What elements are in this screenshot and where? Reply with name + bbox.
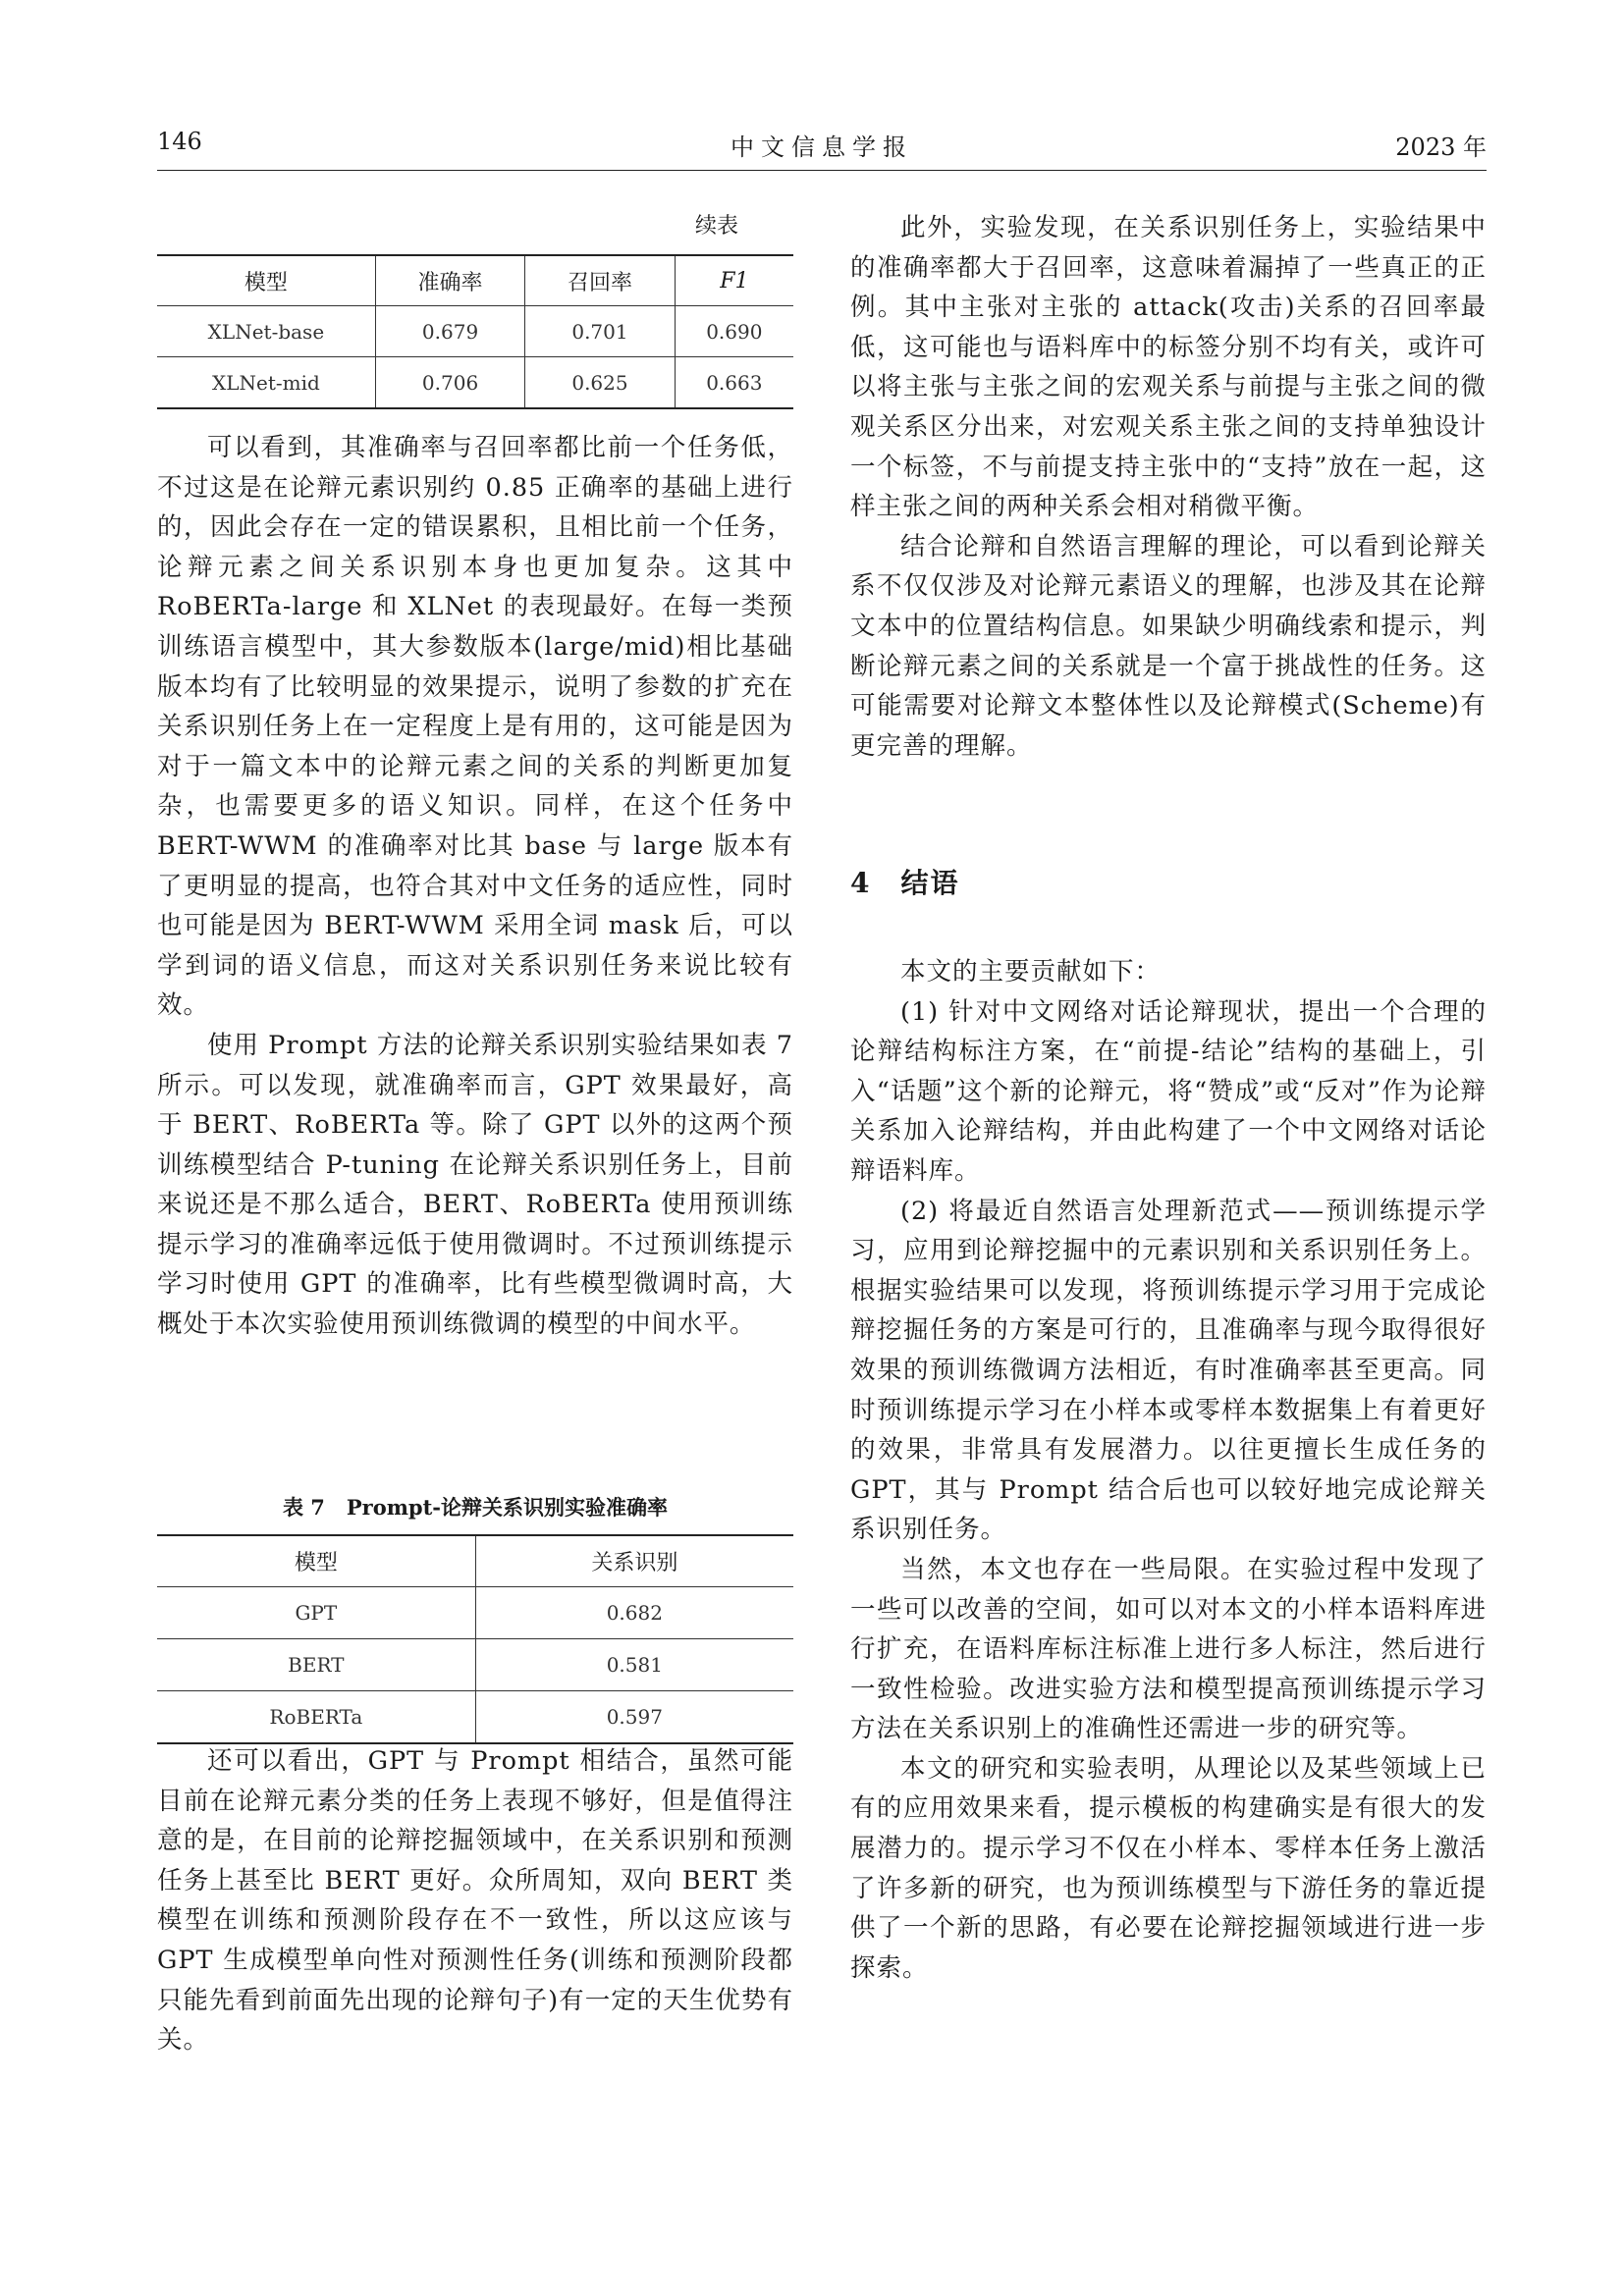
- continued-results-table: [157, 254, 793, 409]
- page-number: 146: [157, 128, 202, 155]
- table-cell: 0.690: [675, 306, 793, 357]
- table-cell: RoBERTa: [157, 1691, 475, 1744]
- prompt-relation-table: [157, 1534, 793, 1744]
- section-number: 4: [850, 867, 872, 899]
- table-number: 表 7: [282, 1495, 325, 1520]
- column-header: F1: [675, 255, 793, 306]
- column-header: 关系识别: [475, 1535, 793, 1587]
- table-cell: 0.701: [525, 306, 675, 357]
- table-header-row: [157, 1535, 793, 1587]
- body-paragraph: 当然，本文也存在一些局限。在实验过程中发现了一些可以改善的空间，如可以对本文的小样本语料库进行扩充，在语料库标注标准上进行多人标注，然后进行一致性检验。改进实验方法和模型提高预训练提示学习方法在关系识别上的准确性还需进一步的研究等。: [850, 1554, 1487, 1744]
- table-row: [157, 306, 793, 357]
- table-row: [157, 1639, 793, 1691]
- right-column-conclusion: [850, 952, 1487, 1988]
- section-heading: [850, 862, 960, 901]
- left-column-conclusion-text: [157, 1741, 793, 2060]
- table-header-row: [157, 255, 793, 306]
- body-paragraph: 本文的主要贡献如下：: [900, 957, 1162, 987]
- body-paragraph: 本文的研究和实验表明，从理论以及某些领域上已有的应用效果来看，提示模板的构建确实是有很大的发展潜力的。提示学习不仅在小样本、零样本任务上激活了许多新的研究，也为预训练模型与下游任务的靠近提供了一个新的思路，有必要在论辩挖掘领域进行进一步探索。: [850, 1753, 1487, 1983]
- table-title: Prompt-论辩关系识别实验准确率: [346, 1495, 669, 1520]
- table-continued-label: 续表: [695, 214, 739, 239]
- section-title: 结语: [900, 867, 960, 899]
- column-header: 模型: [157, 1535, 475, 1587]
- body-paragraph: 此外，实验发现，在关系识别任务上，实验结果中的准确率都大于召回率，这意味着漏掉了一些真正的正例。其中主张对主张的 attack(攻击)关系的召回率最低，这可能也与语料库中的标签分别不均有关，或许可以将主张与主张之间的宏观关系与前提与主张之间的微观关系区分出来，对宏观关系主张之间的支持单独设计一个标签，不与前提支持主张中的“支持”放在一起，这样主张之间的两种关系会相对稍微平衡。: [850, 213, 1487, 522]
- body-paragraph: 还可以看出，GPT 与 Prompt 相结合，虽然可能目前在论辩元素分类的任务上表现不够好，但是值得注意的是，在目前的论辩挖掘领域中，在关系识别和预测任务上甚至比 BERT 更好。众所周知，双向 BERT 类模型在训练和预测阶段存在不一致性，所以这应该与 GPT 生成模型单向性对预测性任务(训练和预测阶段都只能先看到前面先出现的论辩句子)有一定的天生优势有关。: [157, 1746, 793, 2056]
- header-rule: [157, 170, 1487, 171]
- table-cell: 0.625: [525, 357, 675, 409]
- table-cell: 0.679: [375, 306, 524, 357]
- left-column-body: [157, 428, 793, 1345]
- column-header: 准确率: [375, 255, 524, 306]
- table-cell: 0.581: [475, 1639, 793, 1691]
- table-cell: GPT: [157, 1587, 475, 1639]
- table-cell: 0.682: [475, 1587, 793, 1639]
- table-row: [157, 1691, 793, 1744]
- table-row: [157, 1587, 793, 1639]
- body-paragraph: 结合论辩和自然语言理解的理论，可以看到论辩关系不仅仅涉及对论辩元素语义的理解，也涉及其在论辩文本中的位置结构信息。如果缺少明确线索和提示，判断论辩元素之间的关系就是一个富于挑战性的任务。这可能需要对论辩文本整体性以及论辩模式(Scheme)有更完善的理解。: [850, 531, 1487, 761]
- journal-title: 中文信息学报: [731, 133, 913, 161]
- table-cell: 0.706: [375, 357, 524, 409]
- table-caption: [157, 1492, 793, 1522]
- body-paragraph: 可以看到，其准确率与召回率都比前一个任务低，不过这是在论辩元素识别约 0.85 正确率的基础上进行的，因此会存在一定的错误累积，且相比前一个任务，论辩元素之间关系识别本身也更加复杂。这其中 RoBERTa-large 和 XLNet 的表现最好。在每一类预训练语言模型中，其大参数版本(large/mid)相比基础版本均有了比较明显的效果提示，说明了参数的扩充在关系识别任务上在一定程度上是有用的，这可能是因为对于一篇文本中的论辩元素之间的关系的判断更加复杂，也需要更多的语义知识。同样，在这个任务中 BERT-WWM 的准确率对比其 base 与 large 版本有了更明显的提高，也符合其对中文任务的适应性，同时也可能是因为 BERT-WWM 采用全词 mask 后，可以学到词的语义信息，而这对关系识别任务来说比较有效。: [157, 433, 793, 1021]
- table-row: [157, 357, 793, 409]
- body-paragraph: 使用 Prompt 方法的论辩关系识别实验结果如表 7 所示。可以发现，就准确率而言，GPT 效果最好，高于 BERT、RoBERTa 等。除了 GPT 以外的这两个预训练模型结合 P-tuning 在论辩关系识别任务上，目前来说还是不那么适合，BERT、RoBERTa 使用预训练提示学习的准确率远低于使用微调时。不过预训练提示学习时使用 GPT 的准确率，比有些模型微调时高，大概处于本次实验使用预训练微调的模型的中间水平。: [157, 1030, 793, 1340]
- table-cell: 0.597: [475, 1691, 793, 1744]
- right-column-body: [850, 208, 1487, 766]
- column-header: 模型: [157, 255, 375, 306]
- table-cell: BERT: [157, 1639, 475, 1691]
- column-header: 召回率: [525, 255, 675, 306]
- table-cell: XLNet-mid: [157, 357, 375, 409]
- page-header: [157, 128, 1487, 167]
- table-cell: 0.663: [675, 357, 793, 409]
- table-cell: XLNet-base: [157, 306, 375, 357]
- contribution-item: (2) 将最近自然语言处理新范式——预训练提示学习，应用到论辩挖掘中的元素识别和关系识别任务上。根据实验结果可以发现，将预训练提示学习用于完成论辩挖掘任务的方案是可行的，且准确率与现今取得很好效果的预训练微调方法相近，有时准确率甚至更高。同时预训练提示学习在小样本或零样本数据集上有着更好的效果，非常具有发展潜力。以往更擅长生成任务的 GPT，其与 Prompt 结合后也可以较好地完成论辩关系识别任务。: [850, 1196, 1487, 1545]
- contribution-item: (1) 针对中文网络对话论辩现状，提出一个合理的论辩结构标注方案，在“前提-结论”结构的基础上，引入“话题”这个新的论辩元，将“赞成”或“反对”作为论辩关系加入论辩结构，并由此构建了一个中文网络对话论辩语料库。: [850, 996, 1487, 1186]
- publication-year: 2023 年: [1395, 133, 1487, 161]
